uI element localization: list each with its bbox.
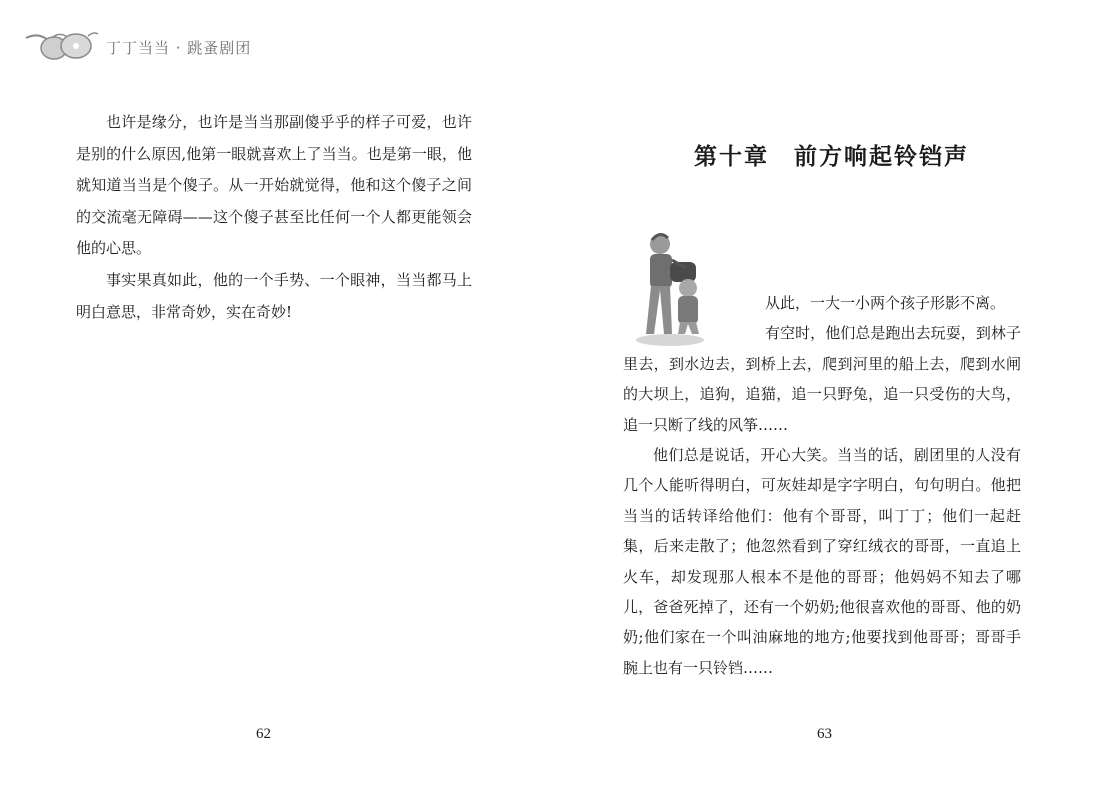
right-paragraph-3: 他们总是说话，开心大笑。当当的话，剧团里的人没有几个人能听得明白，可灰娃却是字字明白，句句明白。他把当当的话转译给他们：他有个哥哥，叫丁丁；他们一起赶集，后来走散了；他忽然看到了穿红绒衣的哥哥，一直追上火车，却发现那人根本不是他的哥哥；他妈妈不知去了哪儿，爸爸死掉了，还有一个奶奶;他很喜欢他的哥哥、他的奶奶;他们家在一个叫油麻地的地方;他要找到他哥哥；哥哥手腕上也有一只铃铛…… xyxy=(623,446,1021,677)
chapter-title: 第十章 前方响起铃铛声 xyxy=(694,143,969,170)
book-header xyxy=(24,28,284,64)
gourd-logo-icon xyxy=(24,28,102,64)
left-page-body xyxy=(76,107,472,328)
right-paragraph-1: 从此，一大一小两个孩子形影不离。 xyxy=(765,294,1006,312)
right-page-body xyxy=(623,288,1021,683)
illustration-wrap-space xyxy=(623,288,765,348)
left-paragraph-1: 也许是缘分，也许是当当那副傻乎乎的样子可爱，也许是别的什么原因,他第一眼就喜欢上了当当。也是第一眼，他就知道当当是个傻子。从一开始就觉得，他和这个傻子之间的交流毫无障碍——这个傻子甚至比任何一个人都更能领会他的心思。 xyxy=(76,113,472,258)
left-paragraph-2: 事实果真如此，他的一个手势、一个眼神，当当都马上明白意思，非常奇妙，实在奇妙! xyxy=(76,270,472,321)
page-number-left: 62 xyxy=(256,726,271,742)
page-number-right: 63 xyxy=(817,726,832,742)
right-paragraph-2: 有空时，他们总是跑出去玩耍，到林子里去，到水边去，到桥上去，爬到河里的船上去，爬到水闸的大坝上，追狗，追猫，追一只野兔，追一只受伤的大鸟，追一只断了线的风筝…… xyxy=(623,324,1021,434)
series-title: 丁丁当当 · 跳蚤剧团 xyxy=(106,39,252,57)
